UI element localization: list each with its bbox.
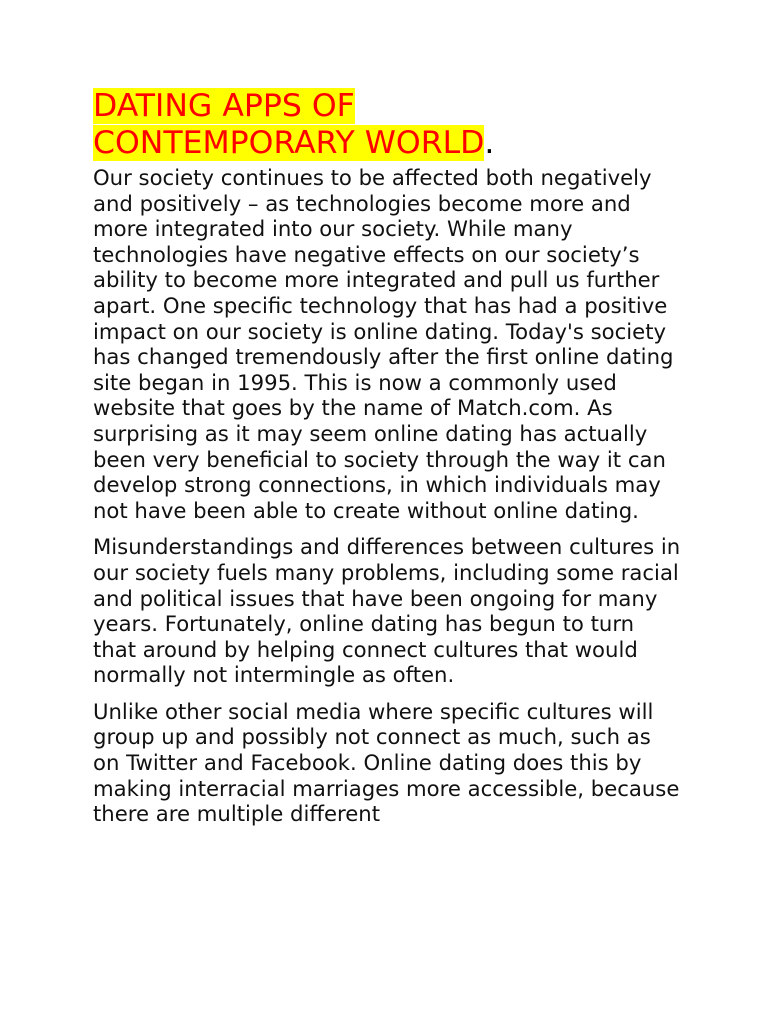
title-line-1: DATING APPS OF	[93, 88, 355, 124]
document-body	[93, 88, 683, 838]
document-title	[93, 88, 683, 161]
paragraph-2: Misunderstandings and differences between cultures in our society fuels many problems, including some racial and political issues that have been ongoing for many years. Fortunately, online dating has begun to turn that around by helping connect cultures that would normally not intermingle as often.	[93, 534, 681, 688]
paragraph-1: Our society continues to be affected both negatively and positively – as technologies become more and more integrated into our society. While many technologies have negative effects on our society’s ability to become more integrated and pull us further apart. One specific technology that has had a positive impact on our society is online dating. Today's society has changed tremendously after the first online dating site began in 1995. This is now a commonly used website that goes by the name of Match.com. As surprising as it may seem online dating has actually been very beneficial to society through the way it can develop strong connections, in which individuals may not have been able to create without online dating.	[93, 165, 674, 523]
paragraph-3: Unlike other social media where specific cultures will group up and possibly not connect as much, such as on Twitter and Facebook. Online dating does this by making interracial marriages more accessible, because there are multiple different	[93, 698, 680, 827]
title-period: .	[484, 124, 495, 161]
title-line-2: CONTEMPORARY WORLD	[93, 124, 485, 161]
